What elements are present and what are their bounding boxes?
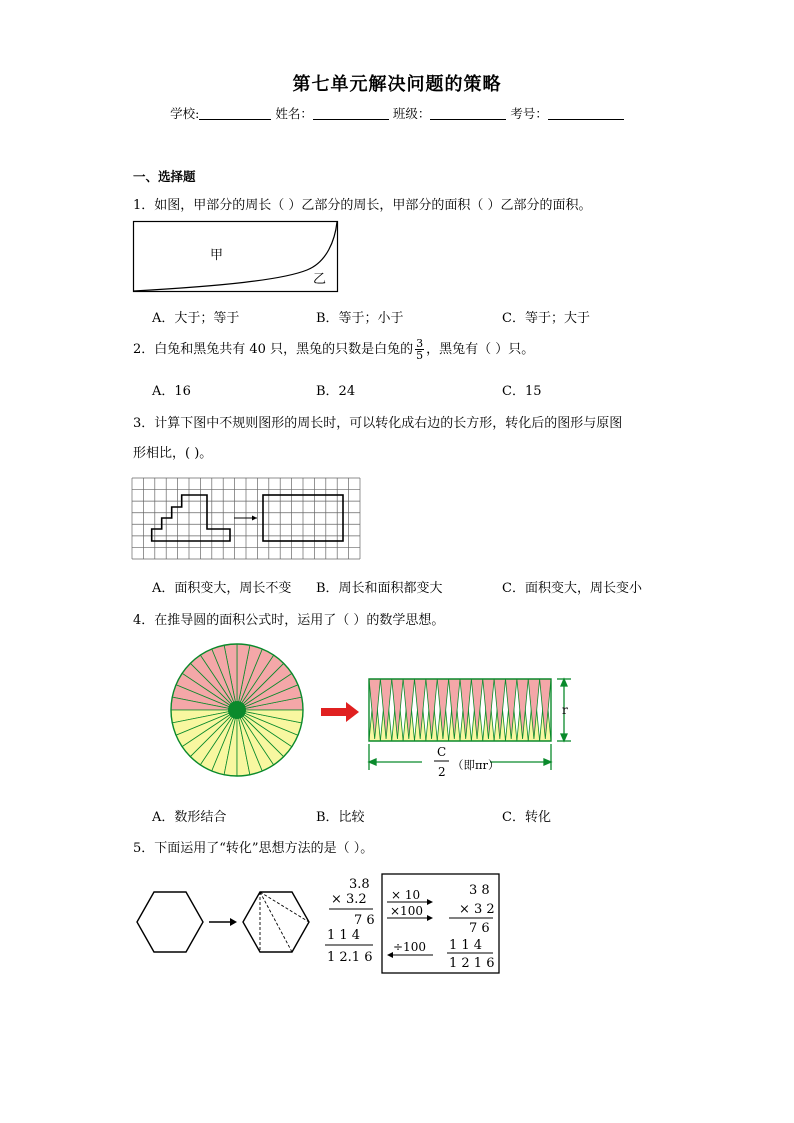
q4-red-arrow [321, 702, 359, 722]
q1-label-jia: 甲 [210, 248, 224, 263]
q5-box-div100: ÷100 [393, 940, 426, 954]
q5-left-partial2: 1 1 4 [327, 928, 361, 943]
q5-box-x10: × 10 [391, 888, 421, 902]
q1-rectangle [134, 222, 338, 292]
q1-label-yi: 乙 [313, 272, 327, 287]
q1-option-a[interactable]: A．大于；等于 [152, 311, 240, 326]
q4-option-c[interactable]: C．转化 [502, 810, 551, 825]
q4-label-r: r [562, 703, 568, 717]
question-1-text: 1．如图，甲部分的周长（ ）乙部分的周长，甲部分的面积（ ）乙部分的面积。 [133, 198, 592, 213]
q4-arrow-body [321, 708, 346, 716]
q5-box-partial1: 7 6 [469, 921, 490, 936]
name-blank[interactable] [313, 106, 389, 120]
class-blank[interactable] [430, 106, 506, 120]
q4-r-arrow-top [561, 679, 567, 686]
q5-box-top: 3 8 [469, 883, 490, 898]
q2-fraction-denominator: 5 [416, 349, 424, 362]
q5-left-times: × 3.2 [331, 892, 367, 907]
student-info-line [0, 104, 794, 122]
q5-figure [133, 868, 505, 978]
q2-fraction [415, 338, 424, 361]
q5-box-result: 1 2 1 6 [449, 956, 495, 971]
q2-option-c[interactable]: C．15 [502, 384, 542, 399]
q4-figure [160, 638, 590, 786]
q5-left-top: 3.8 [349, 877, 370, 892]
question-3-line2: 形相比，( )。 [133, 446, 213, 461]
q4-label-2: 2 [438, 765, 446, 779]
q3-arrow-head [252, 516, 257, 521]
q4-arrow-head [346, 702, 359, 722]
page-title: 第七单元解决问题的策略 [292, 74, 502, 95]
q5-arrow-head [230, 918, 237, 926]
q5-box-arrow3-head [387, 952, 393, 958]
question-5-text: 5．下面运用了“转化”思想方法的是（ ）。 [133, 841, 374, 856]
question-3-line1: 3．计算下图中不规则图形的周长时，可以转化成右边的长方形，转化后的图形与原图 [133, 416, 623, 431]
q3-irregular-shape [152, 495, 230, 541]
q2-option-b[interactable]: B．24 [316, 384, 356, 399]
number-label: 考号： [510, 106, 548, 121]
q5-box-x100: ×100 [390, 904, 423, 918]
q3-grid-figure [131, 477, 363, 561]
q2-fraction-numerator: 3 [416, 337, 424, 350]
q2-option-a[interactable]: A．16 [152, 384, 191, 399]
q4-c-arrow-left [369, 759, 376, 765]
number-blank[interactable] [548, 106, 624, 120]
q4-r-arrow-bottom [561, 734, 567, 741]
q5-divided-hexagon [243, 892, 309, 952]
q4-circle [171, 644, 303, 776]
q1-option-b[interactable]: B．等于；小于 [316, 311, 404, 326]
q5-left-partial1: 7 6 [354, 913, 375, 928]
q5-hexagon [137, 892, 203, 952]
q4-parallelogram [369, 679, 551, 741]
name-label: 姓名： [275, 106, 313, 121]
question-2-text [133, 336, 534, 364]
q5-diagonals [260, 892, 309, 952]
section-heading-choice: 一、选择题 [133, 169, 196, 184]
q3-option-a[interactable]: A．面积变大，周长不变 [152, 581, 292, 596]
q4-circle-center [228, 701, 246, 719]
q2-text-before: 2．白兔和黑兔共有 40 只，黑兔的只数是白兔的 [133, 342, 414, 357]
q5-box-times: × 3 2 [459, 902, 495, 917]
school-label: 学校: [170, 106, 200, 121]
q1-option-c[interactable]: C．等于；大于 [502, 311, 590, 326]
q5-diagonal-1 [260, 892, 309, 922]
question-4-text: 4．在推导圆的面积公式时，运用了（ ）的数学思想。 [133, 613, 445, 628]
q5-box-arrow1-head [427, 899, 433, 905]
class-label: 班级： [392, 106, 431, 121]
q3-option-c[interactable]: C．面积变大，周长变小 [502, 581, 642, 596]
q5-left-result: 1 2.1 6 [327, 950, 373, 965]
q1-figure [132, 220, 340, 294]
q5-box-partial2: 1 1 4 [449, 938, 483, 953]
q2-text-after: ，黑兔有（ ）只。 [426, 342, 535, 357]
q4-option-a[interactable]: A．数形结合 [152, 810, 227, 825]
q4-label-pir: （即πr） [452, 758, 500, 772]
q5-diagonal-2 [260, 892, 292, 952]
q4-option-b[interactable]: B．比较 [316, 810, 365, 825]
q4-label-c: C [437, 745, 447, 759]
q5-box-arrow2-head [427, 915, 433, 921]
school-blank[interactable] [199, 106, 271, 120]
q4-c-arrow-right [544, 759, 551, 765]
q3-option-b[interactable]: B．周长和面积都变大 [316, 581, 443, 596]
